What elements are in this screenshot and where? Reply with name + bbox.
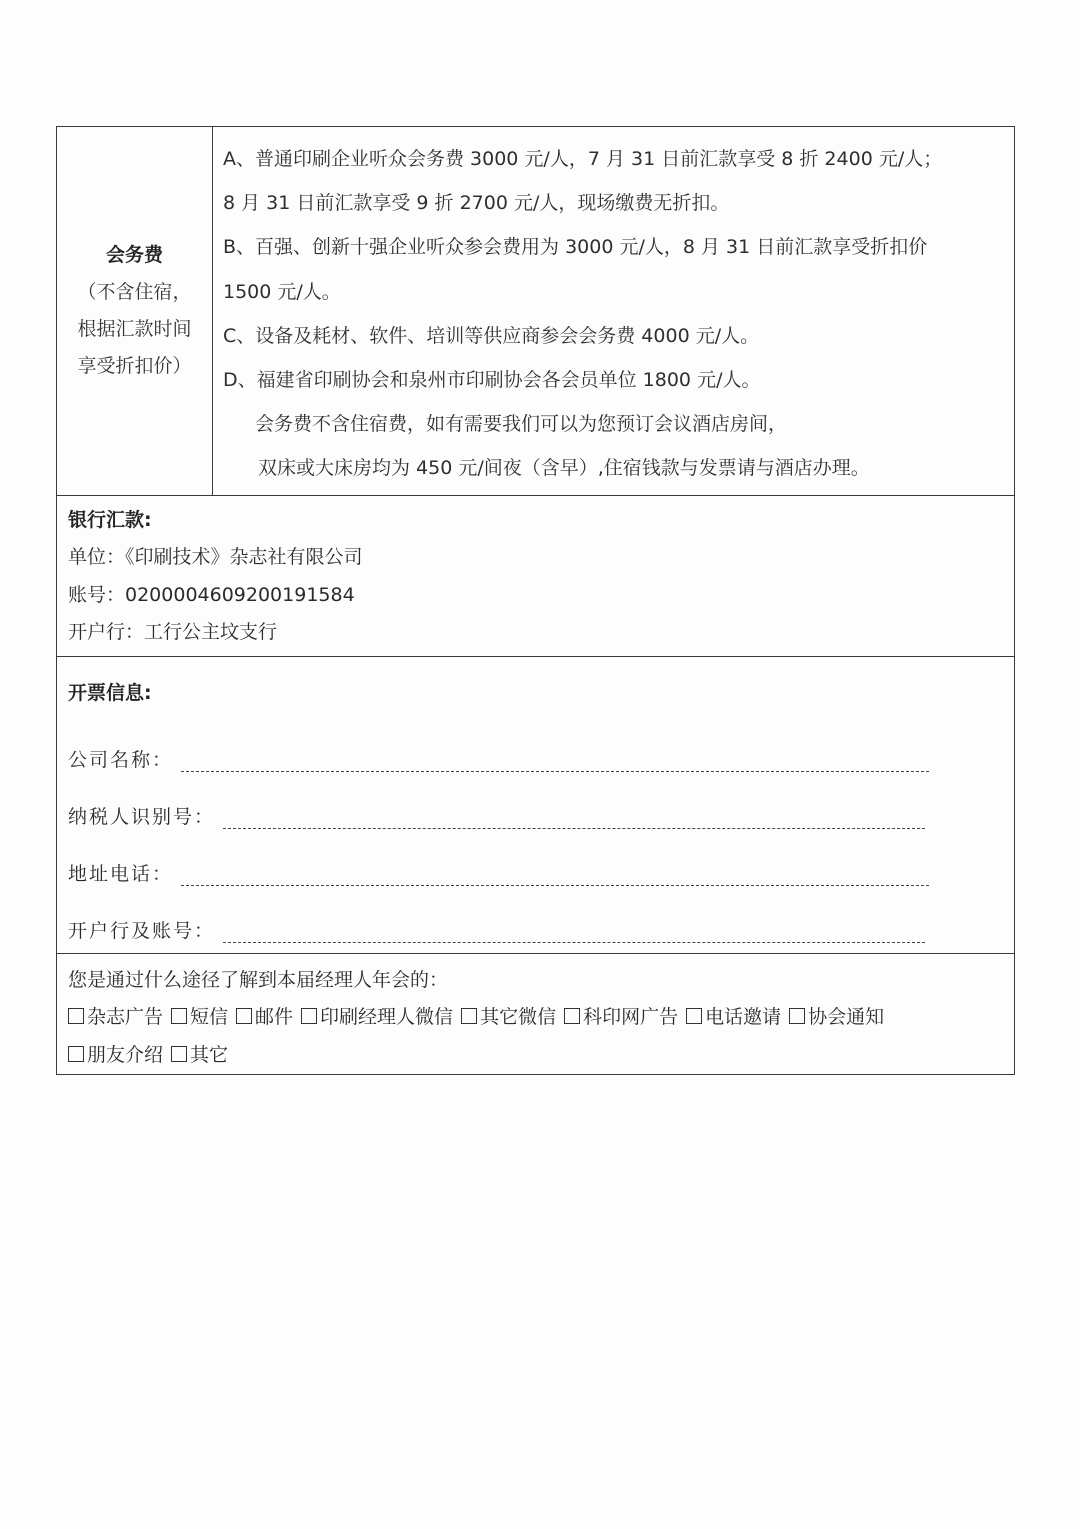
fee-label-title: 会务费 <box>105 243 163 266</box>
survey-cell <box>57 953 1015 1075</box>
survey-options-row-1 <box>68 999 1014 1037</box>
fee-line-b: B、百强、创新十强企业听众参会费用为 3000 元/人，8 月 31 日前汇款享受折扣价 <box>223 236 928 259</box>
survey-question: 您是通过什么途径了解到本届经理人年会的： <box>68 968 449 991</box>
invoice-field-address <box>68 829 1014 886</box>
survey-option[interactable]: 其它 <box>171 1037 228 1075</box>
survey-option[interactable]: 科印网广告 <box>564 999 678 1037</box>
checkbox-icon[interactable] <box>564 1008 580 1024</box>
survey-option[interactable]: 邮件 <box>236 999 293 1037</box>
survey-option[interactable]: 电话邀请 <box>686 999 781 1037</box>
checkbox-icon[interactable] <box>171 1046 187 1062</box>
survey-option[interactable]: 短信 <box>171 999 228 1037</box>
invoice-title: 开票信息: <box>68 681 152 704</box>
invoice-field-label: 开户行及账号： <box>68 919 216 942</box>
fee-line-d: D、福建省印刷协会和泉州市印刷协会各会员单位 1800 元/人。 <box>223 369 761 392</box>
checkbox-icon[interactable] <box>789 1008 805 1024</box>
survey-options-row-2 <box>68 1037 1014 1075</box>
invoice-field-label: 纳税人识别号： <box>68 805 216 828</box>
checkbox-icon[interactable] <box>301 1008 317 1024</box>
bank-row <box>57 495 1015 656</box>
survey-option[interactable]: 协会通知 <box>789 999 884 1037</box>
fee-label-line: 根据汇款时间 <box>77 317 192 340</box>
survey-row <box>57 953 1015 1075</box>
fee-line-a-cont: 8 月 31 日前汇款享受 9 折 2700 元/人，现场缴费无折扣。 <box>223 192 730 215</box>
fee-label-line: 享受折扣价） <box>77 354 192 377</box>
bank-account: 账号：0200004609200191584 <box>68 583 355 606</box>
fee-label-line: （不含住宿， <box>77 280 192 303</box>
taxpayer-id-fill-line[interactable] <box>223 814 925 829</box>
bank-branch: 开户行：工行公主坟支行 <box>68 621 278 644</box>
checkbox-icon[interactable] <box>171 1008 187 1024</box>
fee-note-line: 双床或大床房均为 450 元/间夜（含早）,住宿钱款与发票请与酒店办理。 <box>258 457 870 480</box>
survey-option[interactable]: 其它微信 <box>461 999 556 1037</box>
fee-row <box>57 127 1015 496</box>
invoice-field-taxid <box>68 772 1014 829</box>
bank-unit: 单位：《印刷技术》杂志社有限公司 <box>68 546 363 569</box>
invoice-field-bank <box>68 886 1014 943</box>
fee-line-b-cont: 1500 元/人。 <box>223 280 341 303</box>
fee-note-line: 会务费不含住宿费，如有需要我们可以为您预订会议酒店房间， <box>255 413 788 436</box>
fee-line-c: C、设备及耗材、软件、培训等供应商参会会务费 4000 元/人。 <box>223 324 760 347</box>
bank-title: 银行汇款: <box>68 508 152 531</box>
invoice-cell <box>57 656 1015 953</box>
checkbox-icon[interactable] <box>68 1008 84 1024</box>
bank-account-fill-line[interactable] <box>223 928 925 943</box>
invoice-field-company <box>68 715 1014 772</box>
registration-form-table <box>56 126 1015 1075</box>
survey-option[interactable]: 杂志广告 <box>68 999 163 1037</box>
fee-line-a: A、普通印刷企业听众会务费 3000 元/人，7 月 31 日前汇款享受 8 折 2400 元/人； <box>223 148 943 170</box>
invoice-field-label: 地址电话： <box>68 862 174 885</box>
survey-option[interactable]: 朋友介绍 <box>68 1037 163 1075</box>
invoice-field-label: 公司名称： <box>68 748 174 771</box>
checkbox-icon[interactable] <box>686 1008 702 1024</box>
checkbox-icon[interactable] <box>236 1008 252 1024</box>
fee-label-cell <box>57 127 213 496</box>
company-name-fill-line[interactable] <box>181 757 929 772</box>
address-phone-fill-line[interactable] <box>181 871 929 886</box>
checkbox-icon[interactable] <box>68 1046 84 1062</box>
fee-detail-cell <box>213 127 1015 496</box>
invoice-row <box>57 656 1015 953</box>
checkbox-icon[interactable] <box>461 1008 477 1024</box>
survey-option[interactable]: 印刷经理人微信 <box>301 999 453 1037</box>
bank-cell <box>57 495 1015 656</box>
